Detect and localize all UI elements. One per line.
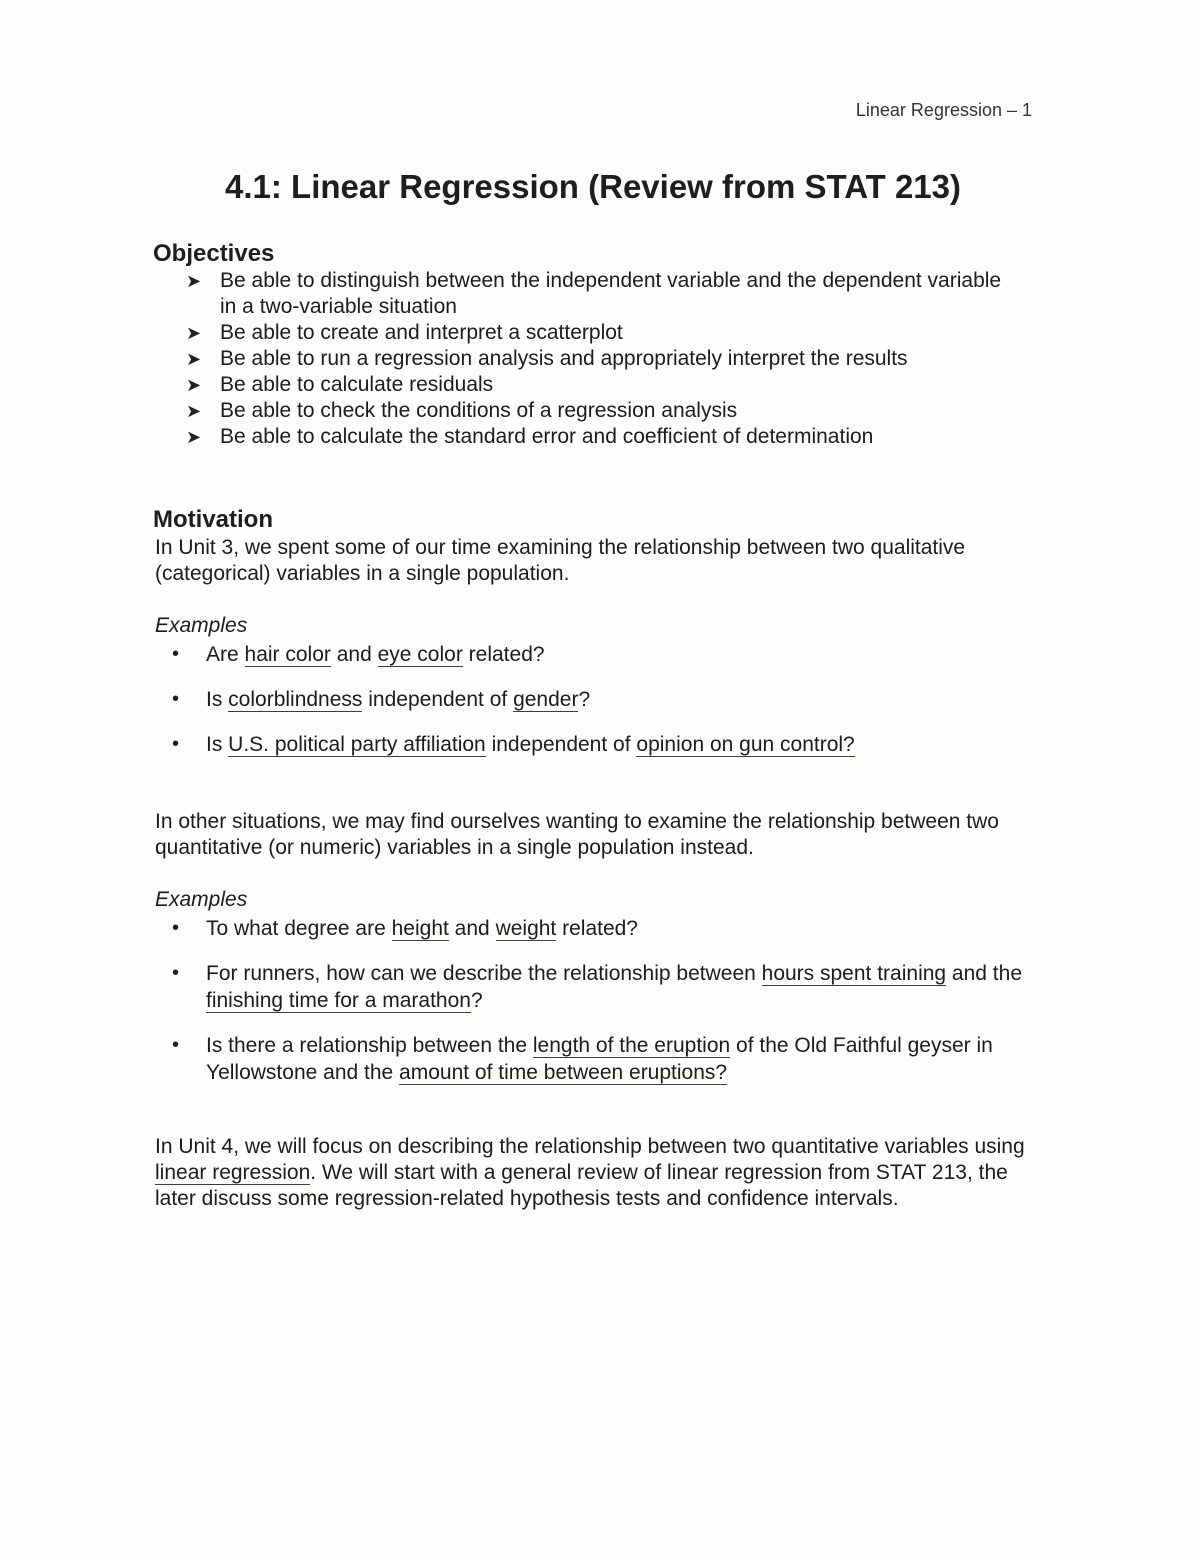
list-item: • Is U.S. political party affiliation independent of opinion on gun control? <box>172 733 855 756</box>
handwritten-underline: hours spent training <box>761 962 947 985</box>
examples-label: Examples <box>155 614 248 637</box>
handwritten-underline: length of the eruption <box>532 1034 731 1057</box>
objective-item: ➤ Be able to run a regression analysis and appropriately interpret the results <box>186 347 908 370</box>
arrow-bullet-icon: ➤ <box>186 349 202 369</box>
bullet-dot-icon: • <box>172 917 180 939</box>
motivation-middle: In other situations, we may find ourselves wanting to examine the relationship between two quantitative (or numeric) variables in a single population instead. <box>155 810 999 859</box>
handwritten-underline: height <box>391 917 449 940</box>
page-title: 4.1: Linear Regression (Review from STAT 213) <box>225 168 961 205</box>
qualitative-examples-list <box>170 641 1040 758</box>
quantitative-examples-list <box>170 915 1040 1086</box>
bullet-dot-icon: • <box>172 688 180 710</box>
motivation-heading: Motivation <box>153 506 273 533</box>
motivation-intro: In Unit 3, we spent some of our time examining the relationship between two qualitative (categorical) variables in a single population. <box>155 536 966 585</box>
arrow-bullet-icon: ➤ <box>186 375 202 395</box>
list-item: • Is colorblindness independent of gender? <box>172 688 591 711</box>
bullet-dot-icon: • <box>172 643 180 665</box>
handwritten-underline: finishing time for a marathon <box>206 989 471 1012</box>
list-item: • For runners, how can we describe the relationship between hours spent training and the finishing time for a marathon? <box>172 962 1022 1012</box>
handwritten-underline: amount of time between eruptions? <box>399 1061 728 1084</box>
objective-item: ➤ Be able to calculate residuals <box>186 373 494 396</box>
handwritten-underline: gender <box>513 688 579 711</box>
handwritten-underline: hair color <box>244 643 331 666</box>
bullet-dot-icon: • <box>172 1034 180 1056</box>
bullet-dot-icon: • <box>172 962 180 984</box>
running-header: Linear Regression – 1 <box>855 100 1032 120</box>
handwritten-underline: colorblindness <box>228 688 363 711</box>
handwritten-underline: eye color <box>377 643 463 666</box>
arrow-bullet-icon: ➤ <box>186 401 202 421</box>
objective-item: ➤ Be able to distinguish between the independent variable and the dependent variable in a two-variable situation <box>186 269 1002 318</box>
objective-item: ➤ Be able to create and interpret a scatterplot <box>186 321 623 344</box>
list-item: • Is there a relationship between the length of the eruption of the Old Faithful geyser in Yellowstone and the amount of time between eruptions? <box>172 1034 993 1084</box>
handwritten-underline: opinion on gun control? <box>636 733 855 756</box>
objective-item: ➤ Be able to check the conditions of a regression analysis <box>186 399 738 422</box>
objectives-list <box>186 268 1006 450</box>
list-item: • To what degree are height and weight related? <box>172 917 638 940</box>
arrow-bullet-icon: ➤ <box>186 323 202 343</box>
motivation-closing: In Unit 4, we will focus on describing the relationship between two quantitative variables using linear regression. We will start with a general review of linear regression from STAT 213, the later discuss some regression-related hypothesis tests and confidence intervals. <box>155 1135 1025 1210</box>
arrow-bullet-icon: ➤ <box>186 271 202 291</box>
bullet-dot-icon: • <box>172 733 180 755</box>
arrow-bullet-icon: ➤ <box>186 427 202 447</box>
examples-label: Examples <box>155 888 248 911</box>
handwritten-underline: U.S. political party affiliation <box>228 733 486 756</box>
handwritten-underline: linear regression <box>155 1161 311 1184</box>
list-item: • Are hair color and eye color related? <box>172 643 545 666</box>
objective-item: ➤ Be able to calculate the standard error and coefficient of determination <box>186 425 874 448</box>
handwritten-underline: weight <box>495 917 557 940</box>
objectives-heading: Objectives <box>153 240 275 267</box>
